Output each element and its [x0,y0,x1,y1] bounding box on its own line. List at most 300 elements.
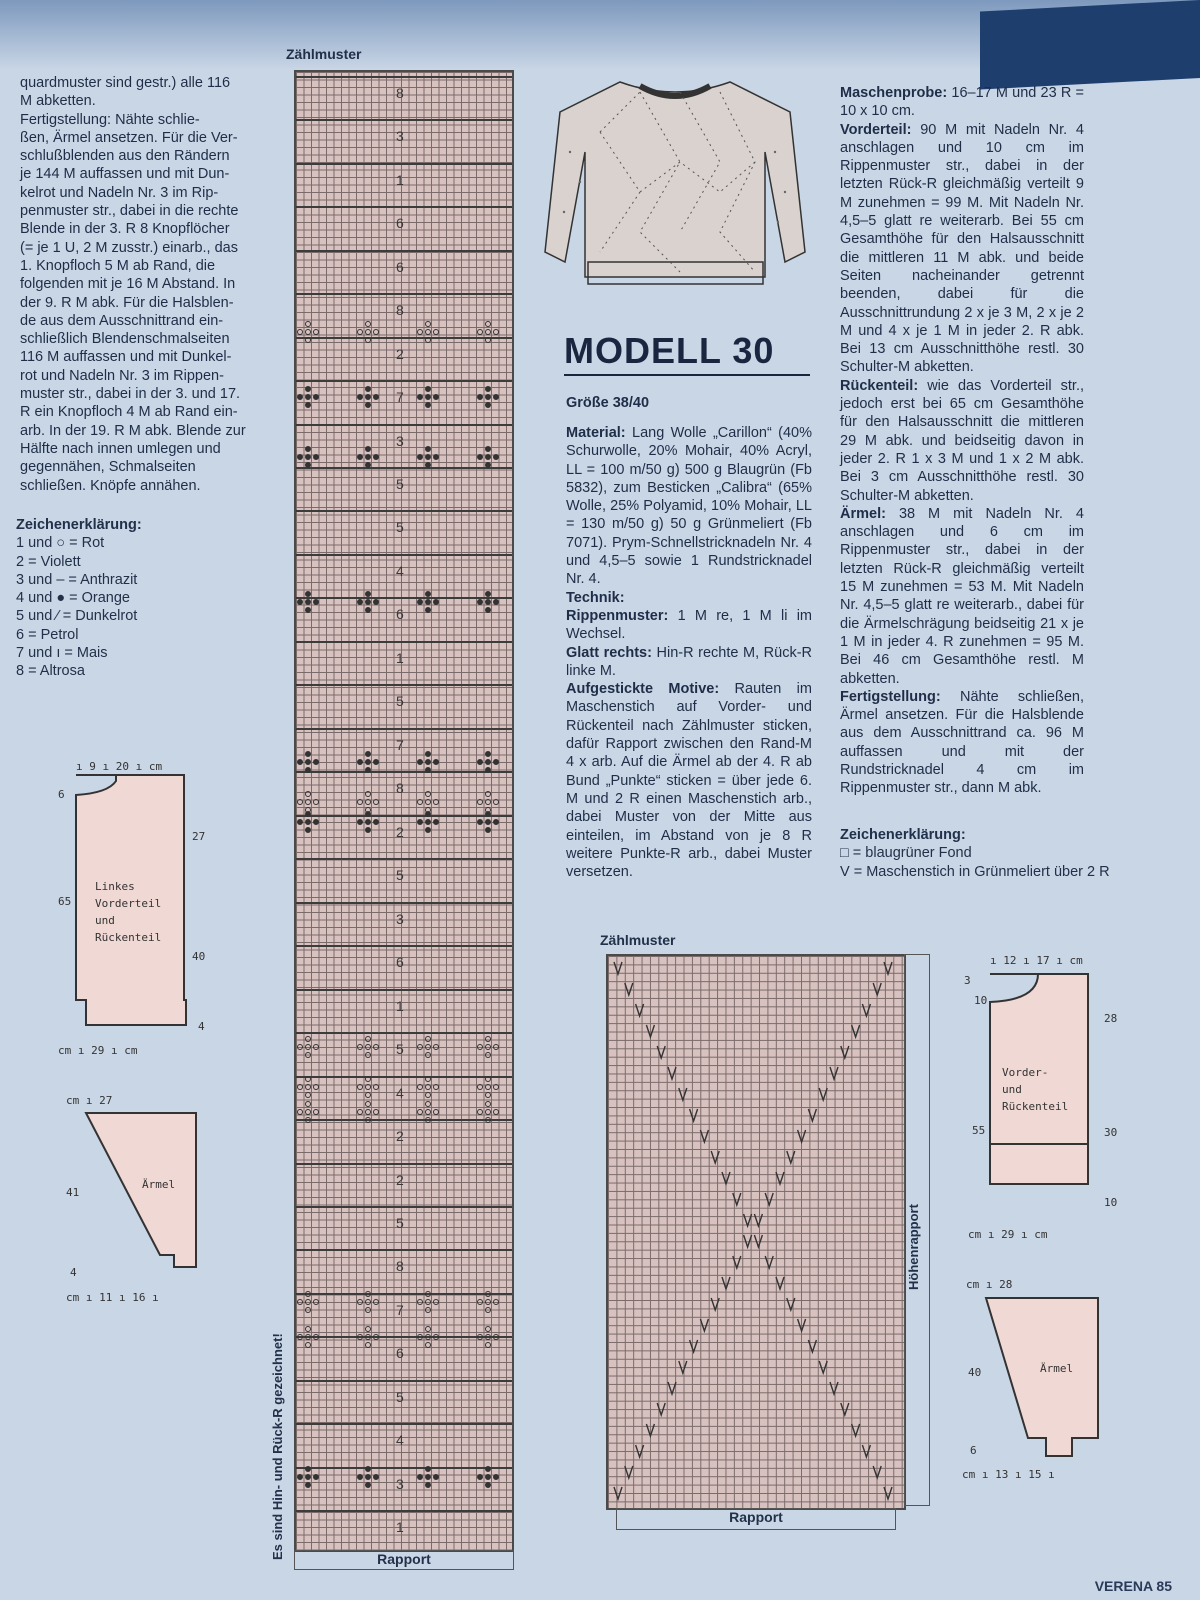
motif-dot [306,338,311,343]
material-paragraph-label: Rippenmuster: [566,607,669,624]
motif-dot [366,828,371,833]
left-text-line: M abketten. [20,93,96,110]
motif-dot [358,800,363,805]
left-sleeve-dims-top: cm ı 27 [66,1094,113,1107]
motif-dot [486,1300,491,1305]
corner-tab [980,0,1200,90]
motif-dot [486,1335,491,1340]
instruction-paragraph [840,84,1084,121]
motif-dot [494,1335,499,1340]
chart-row-color-number: 3 [396,911,404,927]
chart-row-color-number: 5 [396,693,404,709]
left-body-label-line: Linkes [95,880,135,893]
stitch-v-symbol [787,1298,795,1310]
motif-dot [314,1085,319,1090]
motif-dot [374,330,379,335]
stitch-v-symbol [798,1130,806,1142]
stitch-v-symbol [700,1319,708,1331]
motif-dot [306,322,311,327]
motif-dot [486,1093,491,1098]
motif-dot [418,1475,423,1480]
instruction-paragraph-label: Rückenteil: [840,377,919,394]
motif-dot [306,1045,311,1050]
motif-dot [366,1335,371,1340]
motif-dot [418,1335,423,1340]
motif-dot [434,600,439,605]
motif-dot [434,1335,439,1340]
stitch-v-symbol [700,1130,708,1142]
motif-dot [374,820,379,825]
left-text-line: (= je 1 U, 2 M zusstr.) einarb., das [20,239,238,256]
stitch-v-symbol [668,1067,676,1079]
motif-dot [306,1327,311,1332]
chart-row-color-number: 3 [396,433,404,449]
motif-dot [426,1037,431,1042]
chart-row-color-number: 2 [396,346,404,362]
material-paragraph-text: 1 M re, 1 M li im Wechsel. [566,607,812,643]
motif-dot [486,1085,491,1090]
left-chart-rapport: Rapport [294,1550,514,1570]
left-text-line: Hälfte nach innen umlegen und [20,440,221,457]
motif-dot [434,395,439,400]
motif-dot [374,1045,379,1050]
motif-dot [418,760,423,765]
left-chart-title: Zählmuster [286,46,362,62]
left-text-line: rot und Nadeln Nr. 3 im Rippen- [20,367,224,384]
motif-dot [366,1053,371,1058]
motif-dot [306,812,311,817]
chart-row-color-number: 5 [396,1389,404,1405]
motif-dot [486,463,491,468]
chart-row-color-number: 3 [396,128,404,144]
motif-dot [306,1475,311,1480]
motif-dot [434,1300,439,1305]
motif-dot [494,800,499,805]
chart-row-color-number: 2 [396,1128,404,1144]
motif-dot [426,1045,431,1050]
right-legend [840,826,1110,881]
right-chart-rapport: Rapport [616,1508,896,1530]
motif-dot [298,330,303,335]
chart-row-color-number: 6 [396,606,404,622]
instruction-paragraph-text: 38 M mit Nadeln Nr. 4 anschlagen und 6 cm im Rippenmuster str., dabei in der letzten Rück-R gleichmäßig verteilt 15 M zunehmen = 53 M. Mit Nadeln Nr. 4,5–5 glatt re weiterarb., dabei für die Ärmelschrägung beidseitig 21 x je 1 M in jeder 4. R zunehmen = 95 M. Bei 46 cm Gesamthöhe restl. M abketten. [840,505,1084,687]
motif-dot [306,447,311,452]
motif-dot [306,1467,311,1472]
right-body-dim-55: 55 [972,1124,986,1137]
motif-dot [434,1085,439,1090]
stitch-v-symbol [646,1424,654,1436]
motif-dot [314,1475,319,1480]
motif-dot [426,1077,431,1082]
material-paragraph [566,644,812,681]
motif-dot [494,1085,499,1090]
motif-dot [478,1300,483,1305]
motif-dot [486,322,491,327]
motif-dot [314,600,319,605]
motif-dot [426,792,431,797]
left-legend-item: 4 und ● = Orange [16,590,130,607]
left-text-line: quardmuster sind gestr.) alle 116 [20,75,231,91]
motif-dot [366,1467,371,1472]
chart-row-color-number: 7 [396,737,404,753]
material-paragraph-label: Material: [566,425,626,441]
stitch-v-symbol [852,1025,860,1037]
instruction-paragraph-label: Maschenprobe: [840,85,948,101]
motif-dot [358,330,363,335]
motif-dot [494,1110,499,1115]
motif-dot [418,330,423,335]
stitch-v-symbol [657,1046,665,1058]
instruction-paragraph-text: Nähte schließen, Ärmel ansetzen. Für die Halsblende aus dem Ausschnittrand ca. 96 M auffassen und mit der Rundstricknadel 4 cm im Rippenmuster str., dann M abk. [840,688,1085,797]
stitch-v-symbol [765,1193,773,1205]
motif-dot [366,800,371,805]
motif-dot [426,395,431,400]
stitch-v-symbol [711,1298,719,1310]
motif-dot [298,820,303,825]
stitch-v-symbol [862,1445,870,1457]
left-chart-side-note: Es sind Hin- und Rück-R gezeichnet! [270,1333,285,1560]
motif-dot [314,1300,319,1305]
motif-dot [486,1327,491,1332]
motif-dot [358,760,363,765]
right-body-dims-top: ı 12 ı 17 ı cm [990,954,1083,967]
chart-row-color-number: 1 [396,172,404,188]
motif-dot [366,1037,371,1042]
motif-dot [494,1045,499,1050]
motif-dot [426,1118,431,1123]
motif-dot [366,1483,371,1488]
motif-dot [306,608,311,613]
left-legend-item: 6 = Petrol [16,626,79,643]
right-body-dim-3: 3 [964,974,971,987]
right-body-label [1002,1064,1068,1115]
chart-row-color-number: 2 [396,1172,404,1188]
stitch-v-symbol [852,1424,860,1436]
motif-dot [494,1300,499,1305]
left-sleeve-dim-41: 41 [66,1186,80,1199]
motif-dot [358,820,363,825]
motif-dot [306,1118,311,1123]
motif-dot [298,600,303,605]
motif-dot [478,395,483,400]
motif-dot [366,1045,371,1050]
size-label: Größe 38/40 [566,395,650,411]
stitch-v-symbol [776,1172,784,1184]
stitch-v-symbol [625,983,633,995]
left-sleeve-label: Ärmel [142,1178,176,1191]
stitch-v-symbol [830,1382,838,1394]
motif-dot [426,592,431,597]
motif-dot [486,1110,491,1115]
motif-dot [426,1300,431,1305]
motif-dot [314,455,319,460]
chart-row-color-number: 8 [396,85,404,101]
motif-dot [366,1308,371,1313]
motif-dot [426,330,431,335]
motif-dot [478,760,483,765]
motif-dot [426,752,431,757]
left-text-line: schlußblenden aus den Rändern [20,148,230,165]
motif-dot [298,800,303,805]
motif-dot [486,1483,491,1488]
motif-dot [434,1110,439,1115]
left-text-line: schließlich Blendenschmalseiten [20,331,230,348]
right-body-dim-10b: 10 [1104,1196,1118,1209]
right-sleeve-dims-top: cm ı 28 [966,1278,1013,1291]
motif-dot [306,1335,311,1340]
material-paragraph [566,589,812,607]
right-chart-title: Zählmuster [600,932,676,948]
motif-dot [306,455,311,460]
chart-row-color-number: 5 [396,1215,404,1231]
motif-dot [426,387,431,392]
stitch-v-symbol [711,1151,719,1163]
motif-dot [418,1110,423,1115]
motif-dot [314,800,319,805]
motif-dot [486,455,491,460]
motif-dot [306,387,311,392]
motif-dot [314,760,319,765]
motif-dot [418,395,423,400]
stitch-v-symbol [830,1067,838,1079]
motif-dot [434,1045,439,1050]
motif-dot [366,768,371,773]
motif-dot [486,608,491,613]
motif-dot [478,1085,483,1090]
material-paragraph-text: Lang Wolle „Carillon“ (40% Schurwolle, 20% Mohair, 40% Acryl, LL = 100 m/50 g) 500 g Blaugrün (Fb 5832), zum Besticken „Calibra“ (65% Wolle, 25% Polyamid, 10% Mohair, LL = 130 m/50 g) 50 g Grünmeliert (Fb 7071). Prym-Schnellstricknadeln Nr. 4 und 4,5–5 sowie 1 Rundstricknadel Nr. 4. [566,425,812,588]
height-rapport-label: Höhenrapport [906,1204,921,1290]
motif-dot [298,1300,303,1305]
motif-dot [306,1308,311,1313]
instruction-paragraph-label: Vorderteil: [840,121,912,138]
left-body-dims-top: ı 9 ı 20 ı cm [76,760,163,773]
motif-dot [426,1327,431,1332]
motif-dot [478,330,483,335]
stitch-v-symbol [614,962,622,974]
motif-dot [298,1085,303,1090]
motif-dot [374,1475,379,1480]
motif-dot [418,800,423,805]
stitch-v-symbol [646,1025,654,1037]
stitch-v-symbol [873,1466,881,1478]
left-body-dim-6: 6 [58,788,65,801]
motif-dot [494,600,499,605]
motif-dot [358,395,363,400]
motif-dot [426,1467,431,1472]
motif-dot [486,387,491,392]
motif-dot [426,1093,431,1098]
motif-dot [358,1300,363,1305]
motif-dot [374,395,379,400]
motif-dot [486,1308,491,1313]
chart-row-color-number: 5 [396,1041,404,1057]
motif-dot [478,800,483,805]
motif-dot [366,387,371,392]
motif-dot [418,455,423,460]
left-legend [16,516,142,681]
material-paragraph [566,424,812,589]
right-legend-title: Zeichenerklärung: [840,827,966,843]
left-text-line: de aus dem Ausschnittrand ein- [20,312,224,329]
stitch-v-symbol [668,1382,676,1394]
right-sleeve-dims-bottom: cm ı 13 ı 15 ı [962,1468,1055,1481]
motif-dot [418,1045,423,1050]
stitch-v-symbol [679,1088,687,1100]
motif-dot [358,600,363,605]
instruction-paragraph-text: 16–17 M und 23 R = 10 x 10 cm. [840,85,1084,120]
motif-dot [306,752,311,757]
chart-row-color-number: 1 [396,998,404,1014]
chart-row-color-number: 4 [396,1432,404,1448]
motif-dot [374,455,379,460]
motif-dot [374,600,379,605]
stitch-v-symbol [722,1172,730,1184]
motif-dot [494,760,499,765]
sweater-illustration [540,72,810,302]
left-body-dim-65: 65 [58,895,72,908]
motif-dot [426,608,431,613]
motif-dot [366,600,371,605]
motif-dot [366,395,371,400]
material-instructions [566,424,812,881]
material-paragraph [566,607,812,644]
left-text-line: 1. Knopfloch 5 M ab Rand, die [20,257,216,274]
motif-dot [366,1110,371,1115]
motif-dot [486,752,491,757]
motif-dot [306,1093,311,1098]
motif-dot [486,760,491,765]
motif-dot [298,760,303,765]
chart-row-color-number: 5 [396,519,404,535]
motif-dot [366,403,371,408]
motif-dot [426,1053,431,1058]
motif-dot [426,600,431,605]
motif-dot [306,1300,311,1305]
stitch-v-symbol [722,1277,730,1289]
left-body-dim-27: 27 [192,830,206,843]
left-body-dim-4: 4 [198,1020,205,1033]
motif-dot [374,800,379,805]
motif-dot [478,455,483,460]
motif-dot [434,800,439,805]
left-sleeve-dim-4: 4 [70,1266,77,1279]
motif-dot [434,330,439,335]
motif-dot [478,1475,483,1480]
motif-dot [366,1118,371,1123]
stitch-v-symbol [787,1151,795,1163]
motif-dot [426,455,431,460]
motif-dot [366,1475,371,1480]
motif-dot [426,463,431,468]
left-legend-item: 1 und ○ = Rot [16,535,105,552]
motif-dot [298,1045,303,1050]
stitch-v-symbol [744,1235,752,1247]
left-sleeve-dims-bottom: cm ı 11 ı 16 ı [66,1291,159,1304]
stitch-v-symbol [636,1445,644,1457]
right-body-dim-10: 10 [974,994,988,1007]
motif-dot [426,1085,431,1090]
motif-dot [374,1110,379,1115]
motif-dot [366,1085,371,1090]
motif-dot [426,1343,431,1348]
motif-dot [486,1292,491,1297]
chart-motif-symbols [296,72,512,1550]
left-legend-item: 8 = Altrosa [16,663,85,680]
left-legend-item: 5 und ⁄ = Dunkelrot [16,608,138,625]
motif-dot [494,395,499,400]
left-body-dims-bottom: cm ı 29 ı cm [58,1044,138,1057]
left-legend-item: 2 = Violett [16,553,81,570]
right-body-dim-28: 28 [1104,1012,1118,1025]
left-text-line: gegennähen, Schmalseiten [20,459,196,476]
stitch-v-symbol [819,1361,827,1373]
instruction-paragraph-text: wie das Vorderteil str., jedoch erst bei 65 cm Gesamthöhe für den Halsausschnitt die mittleren 29 M abk. und beidseitig davon in jeder 2. R 1 x 3 M und 1 x 2 M abk. Bei 3 cm Ausschnitthöhe restl. 30 Schulter-M abketten. [840,377,1085,504]
motif-dot [486,1045,491,1050]
stitch-v-symbol [625,1466,633,1478]
motif-dot [366,1093,371,1098]
motif-dot [306,592,311,597]
motif-dot [486,1343,491,1348]
left-text-line: je 144 M auffassen und mit Dun- [20,166,230,183]
motif-dot [314,330,319,335]
motif-dot [494,1475,499,1480]
chart-row-color-number: 6 [396,954,404,970]
right-body-label-line: Vorder- [1002,1066,1049,1079]
left-text-line: arb. In der 19. R M abk. Blende zur [20,422,246,439]
left-sleeve-outline [80,1105,210,1285]
motif-dot [358,1085,363,1090]
motif-dot [486,447,491,452]
motif-dot [486,828,491,833]
chart-row-color-number: 7 [396,1302,404,1318]
chart-row-color-number: 8 [396,302,404,318]
left-text-line: penmuster str., dabei in die rechte [20,203,239,220]
motif-dot [486,1467,491,1472]
motif-dot [426,1308,431,1313]
motif-dot [486,1053,491,1058]
motif-dot [306,820,311,825]
chart-row-color-number: 3 [396,1476,404,1492]
motif-dot [314,1045,319,1050]
motif-dot [486,1118,491,1123]
motif-dot [486,600,491,605]
diamond-stitch-pattern [608,956,904,1508]
material-paragraph-label: Technik: [566,589,625,606]
motif-dot [486,592,491,597]
right-body-label-line: und [1002,1083,1022,1096]
motif-dot [486,330,491,335]
stitch-v-symbol [841,1046,849,1058]
motif-dot [478,600,483,605]
motif-dot [486,812,491,817]
stitch-v-symbol [808,1109,816,1121]
motif-dot [298,395,303,400]
motif-dot [366,608,371,613]
left-text-line: R ein Knopfloch 4 M ab Rand ein- [20,404,238,421]
motif-dot [306,1110,311,1115]
motif-dot [434,1475,439,1480]
motif-dot [418,1085,423,1090]
motif-dot [358,1335,363,1340]
motif-dot [426,760,431,765]
motif-dot [306,760,311,765]
motif-dot [306,1037,311,1042]
motif-dot [306,828,311,833]
material-paragraph-text: Rauten im Maschenstich auf Vorder- und Rückenteil nach Zählmuster sticken, dafür Rapport zwischen den Rand-M 4 x arb. Auf die Ärmel ab der 4. R ab Bund „Punkte“ sticken = über jede 6. M und 2 R einen Maschenstich arb., dabei Muster von der Mitte aus einteilen, im Abstand von je 8 R weitere Punkte-R arb., dabei Muster versetzen. [566,681,812,881]
material-paragraph [566,680,812,881]
motif-dot [366,1300,371,1305]
chart-row-color-number: 4 [396,1085,404,1101]
